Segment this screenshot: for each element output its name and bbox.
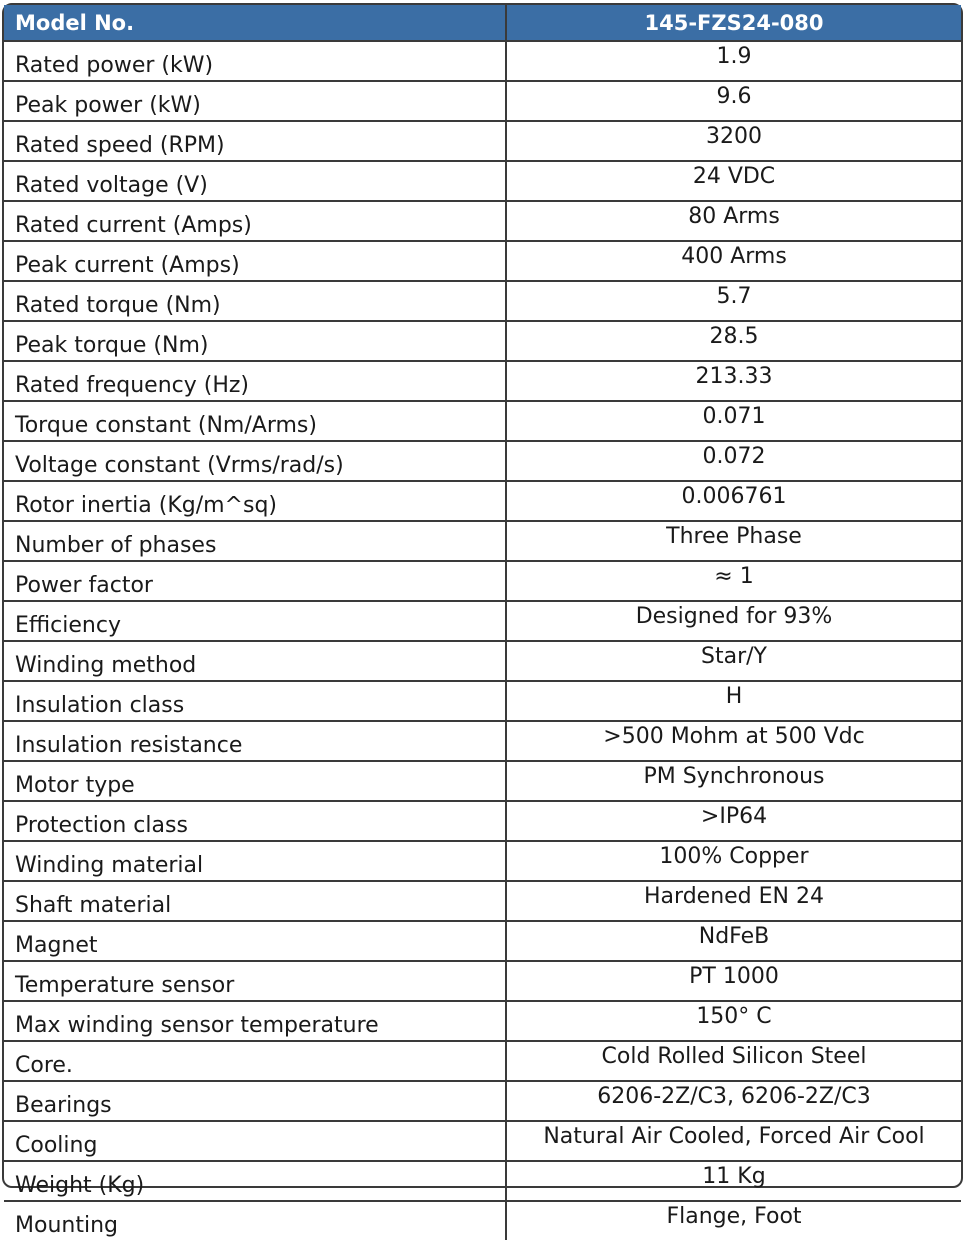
- table-row: [4, 521, 961, 561]
- table-row: [4, 481, 961, 521]
- spec-label: Mounting: [4, 1201, 506, 1240]
- spec-label: Motor type: [4, 761, 506, 801]
- spec-label: Winding method: [4, 641, 506, 681]
- table-row: [4, 801, 961, 841]
- table-row: [4, 1201, 961, 1240]
- spec-value: Cold Rolled Silicon Steel: [506, 1041, 961, 1081]
- spec-value: Hardened EN 24: [506, 881, 961, 921]
- table-row: [4, 441, 961, 481]
- spec-value: Three Phase: [506, 521, 961, 561]
- spec-value: Natural Air Cooled, Forced Air Cool: [506, 1121, 961, 1161]
- spec-value: 213.33: [506, 361, 961, 401]
- spec-label: Insulation resistance: [4, 721, 506, 761]
- spec-label: Peak power (kW): [4, 81, 506, 121]
- table-row: [4, 121, 961, 161]
- spec-value: 80 Arms: [506, 201, 961, 241]
- table-row: [4, 761, 961, 801]
- spec-value: 1.9: [716, 44, 752, 69]
- table-row: [4, 281, 961, 321]
- spec-label: Power factor: [4, 561, 506, 601]
- spec-label: Rated frequency (Hz): [4, 361, 506, 401]
- spec-value: PM Synchronous: [506, 761, 961, 801]
- spec-value: 24 VDC: [506, 161, 961, 201]
- spec-table-body: [4, 41, 961, 1240]
- spec-value: 150° C: [506, 1001, 961, 1041]
- spec-value: Designed for 93%: [506, 601, 961, 641]
- spec-label: Weight (Kg): [4, 1161, 506, 1201]
- table-row: [4, 561, 961, 601]
- table-row: [4, 1161, 961, 1201]
- table-row: [4, 921, 961, 961]
- table-row: [4, 321, 961, 361]
- spec-label: Torque constant (Nm/Arms): [4, 401, 506, 441]
- table-row: [4, 1041, 961, 1081]
- table-row: [4, 241, 961, 281]
- spec-value: >500 Mohm at 500 Vdc: [506, 721, 961, 761]
- spec-value: PT 1000: [506, 961, 961, 1001]
- header-model-number: 145-FZS24-080: [506, 5, 961, 41]
- spec-value: ≈ 1: [506, 561, 961, 601]
- spec-label: Protection class: [4, 801, 506, 841]
- spec-label: Number of phases: [4, 521, 506, 561]
- spec-label: Rotor inertia (Kg/m^sq): [4, 481, 506, 521]
- spec-label: Rated voltage (V): [4, 161, 506, 201]
- spec-label: Rated speed (RPM): [4, 121, 506, 161]
- spec-label: Core.: [4, 1041, 506, 1081]
- spec-label: Bearings: [4, 1081, 506, 1121]
- spec-label: Cooling: [4, 1121, 506, 1161]
- table-row: [4, 161, 961, 201]
- spec-label: Peak current (Amps): [4, 241, 506, 281]
- table-row: [4, 601, 961, 641]
- spec-label: Rated power (kW): [4, 41, 506, 81]
- spec-table-card: [2, 3, 963, 1238]
- spec-value: 0.006761: [506, 481, 961, 521]
- spec-label: Rated torque (Nm): [4, 281, 506, 321]
- table-row: [4, 201, 961, 241]
- table-row: [4, 721, 961, 761]
- spec-value: 28.5: [506, 321, 961, 361]
- table-row: [4, 841, 961, 881]
- header-label: Model No.: [4, 5, 506, 41]
- spec-label: Efficiency: [4, 601, 506, 641]
- spec-value: H: [506, 681, 961, 721]
- table-row: [4, 41, 961, 81]
- spec-value: 0.071: [506, 401, 961, 441]
- spec-value: 400 Arms: [506, 241, 961, 281]
- spec-label: Rated current (Amps): [4, 201, 506, 241]
- table-row: [4, 401, 961, 441]
- table-row: [4, 1121, 961, 1161]
- spec-value: >IP64: [506, 801, 961, 841]
- spec-value: Flange, Foot: [506, 1201, 961, 1240]
- spec-value: 9.6: [506, 81, 961, 121]
- spec-value: NdFeB: [506, 921, 961, 961]
- spec-label: Shaft material: [4, 881, 506, 921]
- table-row: [4, 361, 961, 401]
- spec-label: Peak torque (Nm): [4, 321, 506, 361]
- spec-label: Magnet: [4, 921, 506, 961]
- spec-label: Winding material: [4, 841, 506, 881]
- spec-value: 11 Kg: [506, 1161, 961, 1201]
- spec-value: Star/Y: [506, 641, 961, 681]
- table-header-row: [4, 5, 961, 41]
- spec-value: 100% Copper: [506, 841, 961, 881]
- spec-label: Insulation class: [4, 681, 506, 721]
- spec-value: 0.072: [506, 441, 961, 481]
- spec-table: [4, 5, 961, 1240]
- spec-value: 6206-2Z/C3, 6206-2Z/C3: [506, 1081, 961, 1121]
- spec-value: 5.7: [506, 281, 961, 321]
- table-row: [4, 1081, 961, 1121]
- spec-label: Temperature sensor: [4, 961, 506, 1001]
- table-row: [4, 881, 961, 921]
- table-row: [4, 681, 961, 721]
- spec-label: Max winding sensor temperature: [4, 1001, 506, 1041]
- table-row: [4, 641, 961, 681]
- spec-label: Voltage constant (Vrms/rad/s): [4, 441, 506, 481]
- spec-value: 3200: [506, 121, 961, 161]
- table-row: [4, 1001, 961, 1041]
- table-row: [4, 81, 961, 121]
- table-row: [4, 961, 961, 1001]
